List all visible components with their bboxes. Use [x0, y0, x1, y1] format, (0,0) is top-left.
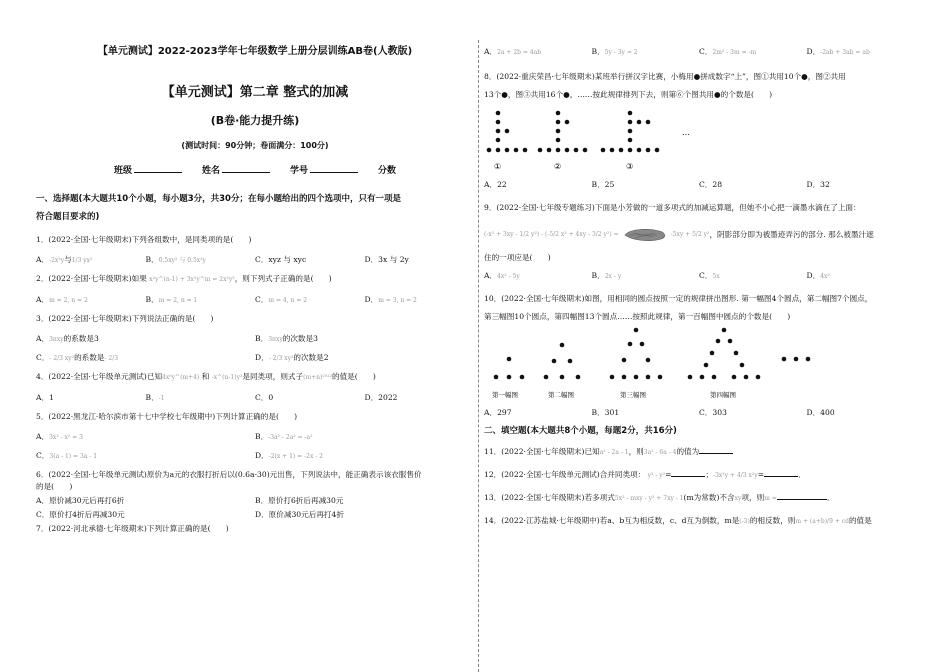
- banner: 【单元测试】2022-2023学年七年级数学上册分层训练AB卷(人教版): [97, 46, 413, 57]
- question-7-options: [484, 46, 914, 57]
- question-4: 4．(2022·全国·七年级单元测试)已知4x⁵y^(m+4) 和 -x^(n-1)y²是同类项，则式子(m+n)²⁰²²的值是( ): [36, 372, 376, 381]
- page-subtitle: (B卷·能力提升练): [210, 114, 300, 127]
- answer-blank-12b[interactable]: [764, 476, 798, 477]
- figure-dot-triangles: [484, 327, 824, 405]
- question-6-options-cd: [36, 509, 474, 520]
- continuation-dots: [782, 357, 811, 362]
- caption-2: 第二幅图: [548, 391, 574, 399]
- field-number: 学号: [290, 163, 358, 176]
- option-a[interactable]: A．4x² - 5y: [484, 271, 520, 280]
- pattern-ellipsis: …: [682, 128, 690, 137]
- test-time: (测试时间：90分钟；卷面满分：100分): [181, 141, 329, 150]
- section2-title: 二、填空题(本大题共8个小题，每题2分，共16分): [484, 426, 677, 436]
- question-6: 6．(2022·全国·七年级单元测试)原价为a元的衣服打折后以(0.6a-30)元出售，下列说法中，能正确表示该衣服售价 的是( ): [36, 470, 422, 491]
- option-b[interactable]: B．25: [591, 180, 615, 189]
- option-d[interactable]: D．- 2/3 xy²的次数是2: [255, 353, 329, 362]
- right-column: [484, 40, 914, 528]
- option-d[interactable]: D．m = 3, n = 2: [364, 295, 417, 304]
- option-d[interactable]: D．-2(x + 1) = -2x - 2: [255, 451, 323, 460]
- option-a[interactable]: A．3x² - x² = 3: [36, 432, 83, 441]
- pattern-label-1: ①: [494, 162, 502, 171]
- option-a[interactable]: A．-2x²y与1/3 yx²: [36, 255, 93, 264]
- name-blank[interactable]: [222, 172, 270, 173]
- question-8: 8．(2022·重庆荣昌·七年级期末)某班举行拼汉字比赛，小梅用●拼成数字“上”，图①共用10个●，图②共用 13个●，图③共用16个●，……按此规律排列下去，则第⑥个图共用●的个数是( ): [484, 72, 846, 99]
- pattern-2: [538, 107, 588, 152]
- answer-blank-11[interactable]: [699, 453, 733, 454]
- triangle-figure-2: [544, 343, 581, 380]
- option-d[interactable]: D．32: [806, 180, 830, 189]
- expression-right: -5xy + 5/2 y²: [670, 231, 710, 238]
- question-6-options-ab: [36, 495, 474, 506]
- question-2-options: [36, 294, 474, 305]
- answer-blank-13[interactable]: [777, 499, 827, 500]
- question-9-line3: 住的一项应是( ): [484, 253, 551, 262]
- option-c[interactable]: C．5x: [699, 271, 720, 280]
- option-a[interactable]: A．1: [36, 393, 54, 402]
- option-b[interactable]: B．301: [591, 408, 620, 417]
- pattern-3: [601, 107, 660, 152]
- question-5-options-ab: [36, 431, 474, 442]
- option-b[interactable]: B．-1: [145, 393, 165, 402]
- question-8-options: [484, 179, 914, 190]
- ink-blot-icon: [623, 228, 667, 242]
- caption-4: 第四幅图: [710, 391, 736, 399]
- question-10: 10．(2022·全国·七年级期末)如图，用相同的圆点按照一定的规律拼出图形. 第一幅图4个圆点，第二幅图7个圆点， 第三幅图10个圆点，第四幅图13个圆点……按照此规律，第一百幅图中圆点的个数是( ): [484, 294, 873, 321]
- option-b[interactable]: B．2x - y: [591, 271, 622, 280]
- option-c[interactable]: C．0: [255, 393, 274, 402]
- option-a[interactable]: A．297: [484, 408, 512, 417]
- student-info-row: [36, 163, 474, 176]
- option-b[interactable]: B．5y - 3y = 2: [591, 47, 638, 56]
- pattern-1: [487, 111, 528, 153]
- option-b[interactable]: B．3πxy的次数是3: [255, 334, 318, 343]
- option-a[interactable]: A．2a + 2b = 4ab: [484, 47, 542, 56]
- triangle-figure-3: [610, 328, 663, 380]
- question-5-options-cd: [36, 450, 474, 461]
- option-b[interactable]: B．原价打6折后再减30元: [255, 496, 344, 505]
- class-blank[interactable]: [134, 172, 182, 173]
- option-d[interactable]: D．400: [806, 408, 835, 417]
- option-b[interactable]: B．0.5xy² 与 0.5x²y: [145, 255, 206, 264]
- option-c[interactable]: C．- 2/3 xy²的系数是- 2/3: [36, 353, 119, 362]
- question-1: 1．(2022·全国·七年级期末)下列各组数中，是同类项的是( ): [36, 235, 252, 244]
- question-13: 13．(2022·全国·七年级期末)若多项式5x² - mxy - y² + 7xy - 1(m为常数)不含xy项，则m = ．: [484, 493, 835, 502]
- triangle-figure-1: [494, 357, 525, 380]
- question-10-options: [484, 407, 914, 418]
- option-d[interactable]: D．2022: [364, 393, 398, 402]
- option-d[interactable]: D．原价减30元后再打4折: [255, 510, 344, 519]
- question-14: 14．(2022·江苏盐城·七年级期中)若a、b互为相反数，c、d互为倒数，m是(-3)的相反数，则m + (a+b)/9 + cd的值是: [484, 516, 872, 525]
- field-name: 姓名: [202, 163, 270, 176]
- option-c[interactable]: C．2m² - 3m = -m: [699, 47, 757, 56]
- field-class: 班级: [114, 163, 182, 176]
- option-a[interactable]: A．m = 2, n = 2: [36, 295, 88, 304]
- question-3-options-ab: [36, 333, 474, 344]
- option-c[interactable]: C．m = 4, n = 2: [255, 295, 308, 304]
- option-c[interactable]: C．xyz 与 xyc: [255, 255, 307, 264]
- pattern-label-2: ②: [554, 162, 562, 171]
- option-d[interactable]: D．-2ab + 3ab = ab: [806, 47, 870, 56]
- figure-shang-patterns: [484, 107, 724, 173]
- option-c[interactable]: C．原价打4折后再减30元: [36, 510, 125, 519]
- field-score: 分数: [378, 166, 397, 176]
- pattern-label-3: ③: [626, 162, 634, 171]
- option-c[interactable]: C．3(a - 1) = 3a - 1: [36, 451, 98, 460]
- option-d[interactable]: D．4x²: [806, 271, 830, 280]
- question-7: 7．(2022·河北承德·七年级期末)下列计算正确的是( ): [36, 524, 229, 533]
- option-c[interactable]: C．303: [699, 408, 727, 417]
- number-blank[interactable]: [310, 172, 358, 173]
- question-2: 2．(2022·全国·七年级期末)如果 x²y^(n-1) + 3x²y^m = 2x²y³，则下列式子正确的是( ): [36, 274, 332, 283]
- option-b[interactable]: B．m = 2, n = 1: [145, 295, 198, 304]
- caption-1: 第一幅图: [492, 391, 518, 399]
- question-4-options: [36, 392, 474, 403]
- option-a[interactable]: A．原价减30元后再打6折: [36, 496, 125, 505]
- question-5: 5．(2022·黑龙江·哈尔滨市第十七中学校七年级期中)下列计算正确的是( ): [36, 412, 298, 421]
- question-3: 3．(2022·全国·七年级期末)下列说法正确的是( ): [36, 314, 214, 323]
- option-c[interactable]: C．28: [699, 180, 723, 189]
- question-9-expression: [484, 228, 914, 242]
- section1-title: 一、选择题(本大题共10个小题，每小题3分，共30分；在每小题给出的四个选项中，只有一项是 符合题目要求的): [36, 194, 401, 222]
- column-divider: [478, 40, 479, 672]
- page-title: 【单元测试】第二章 整式的加减: [161, 85, 349, 100]
- question-9-line2: ，阴影部分即为被墨迹弄污的部分. 那么被墨汁遮: [709, 230, 874, 239]
- answer-blank-12a[interactable]: [671, 476, 705, 477]
- option-b[interactable]: B．-3a² - 2a² = -a²: [255, 432, 313, 441]
- question-9-options: [484, 270, 914, 281]
- option-d[interactable]: D．3x 与 2y: [364, 255, 409, 264]
- question-3-options-cd: [36, 352, 474, 363]
- caption-3: 第三幅图: [620, 391, 646, 399]
- question-11: 11．(2022·全国·七年级期末)已知a² - 2a - 1，则3a² - 6a - 4的值为: [484, 446, 914, 459]
- left-column: [36, 42, 474, 535]
- question-1-options: [36, 254, 474, 265]
- expression-left: (-x² + 3xy - 1/2 y²) - (-5/2 x² + 4xy - 3/2 y²) =: [484, 231, 619, 238]
- triangle-figure-4: [688, 328, 761, 380]
- question-9: 9．(2022·全国·七年级专题练习)下面是小芳做的一道多项式的加减运算题，但她不小心把一滴墨水滴在了上面：: [484, 203, 861, 212]
- option-a[interactable]: A．22: [484, 180, 507, 189]
- option-a[interactable]: A．3πxy的系数是3: [36, 334, 99, 343]
- question-12: 12．(2022·全国·七年级单元测试)合并同类项： y² - y²= ；-3x²y + 4/3 x²y= ．: [484, 470, 806, 479]
